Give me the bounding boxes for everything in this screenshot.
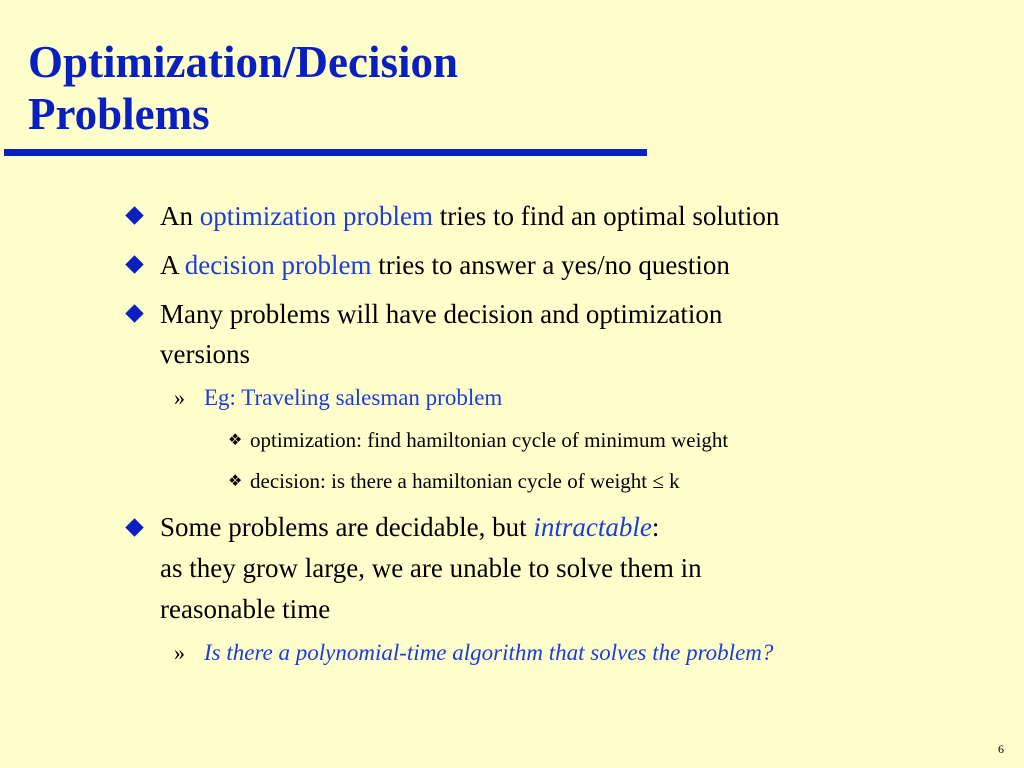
bullet-text: A (160, 250, 185, 280)
bullet-decision (160, 245, 730, 285)
bullet-diamond-icon (125, 255, 143, 273)
bullet-text: tries to answer a yes/no question (371, 250, 730, 280)
bullet-intractable-line3: reasonable time (160, 594, 331, 624)
sub-bullet-marker: » (174, 385, 185, 410)
bullet-intractable-line2: as they grow large, we are unable to solve them in (160, 553, 702, 583)
sub-bullet-tsp: Eg: Traveling salesman problem (204, 385, 503, 410)
term-decision-problem: decision problem (184, 250, 372, 280)
slide-title (28, 36, 458, 140)
sub-bullet-marker: » (174, 640, 185, 665)
term-optimization-problem: optimization problem (199, 201, 433, 231)
fleur-bullet-icon: ❖ (228, 430, 243, 449)
bullet-diamond-icon (125, 518, 143, 536)
title-line-2: Problems (28, 89, 210, 139)
bullet-text: tries to find an optimal solution (432, 201, 780, 231)
title-underline (4, 149, 647, 156)
bullet-versions-line2: versions (160, 339, 250, 369)
bullet-text: : (651, 512, 660, 542)
subsub-bullet-optimization: optimization: find hamiltonian cycle of minimum weight (250, 428, 729, 452)
bullet-text: Some problems are decidable, but (160, 512, 534, 542)
bullet-diamond-icon (125, 304, 143, 322)
bullet-text: An (160, 201, 200, 231)
bullet-intractable-line1 (160, 507, 659, 547)
bullet-diamond-icon (125, 206, 143, 224)
page-number: 6 (998, 742, 1004, 756)
subsub-bullet-decision: decision: is there a hamiltonian cycle of weight ≤ k (250, 469, 680, 493)
title-line-1: Optimization/Decision (28, 37, 458, 87)
bullet-optimization (160, 196, 779, 236)
bullet-versions-line1: Many problems will have decision and optimization (160, 299, 723, 329)
sub-bullet-polynomial-question: Is there a polynomial-time algorithm that solves the problem? (204, 640, 774, 665)
term-intractable: intractable (533, 512, 652, 542)
fleur-bullet-icon: ❖ (228, 471, 243, 490)
